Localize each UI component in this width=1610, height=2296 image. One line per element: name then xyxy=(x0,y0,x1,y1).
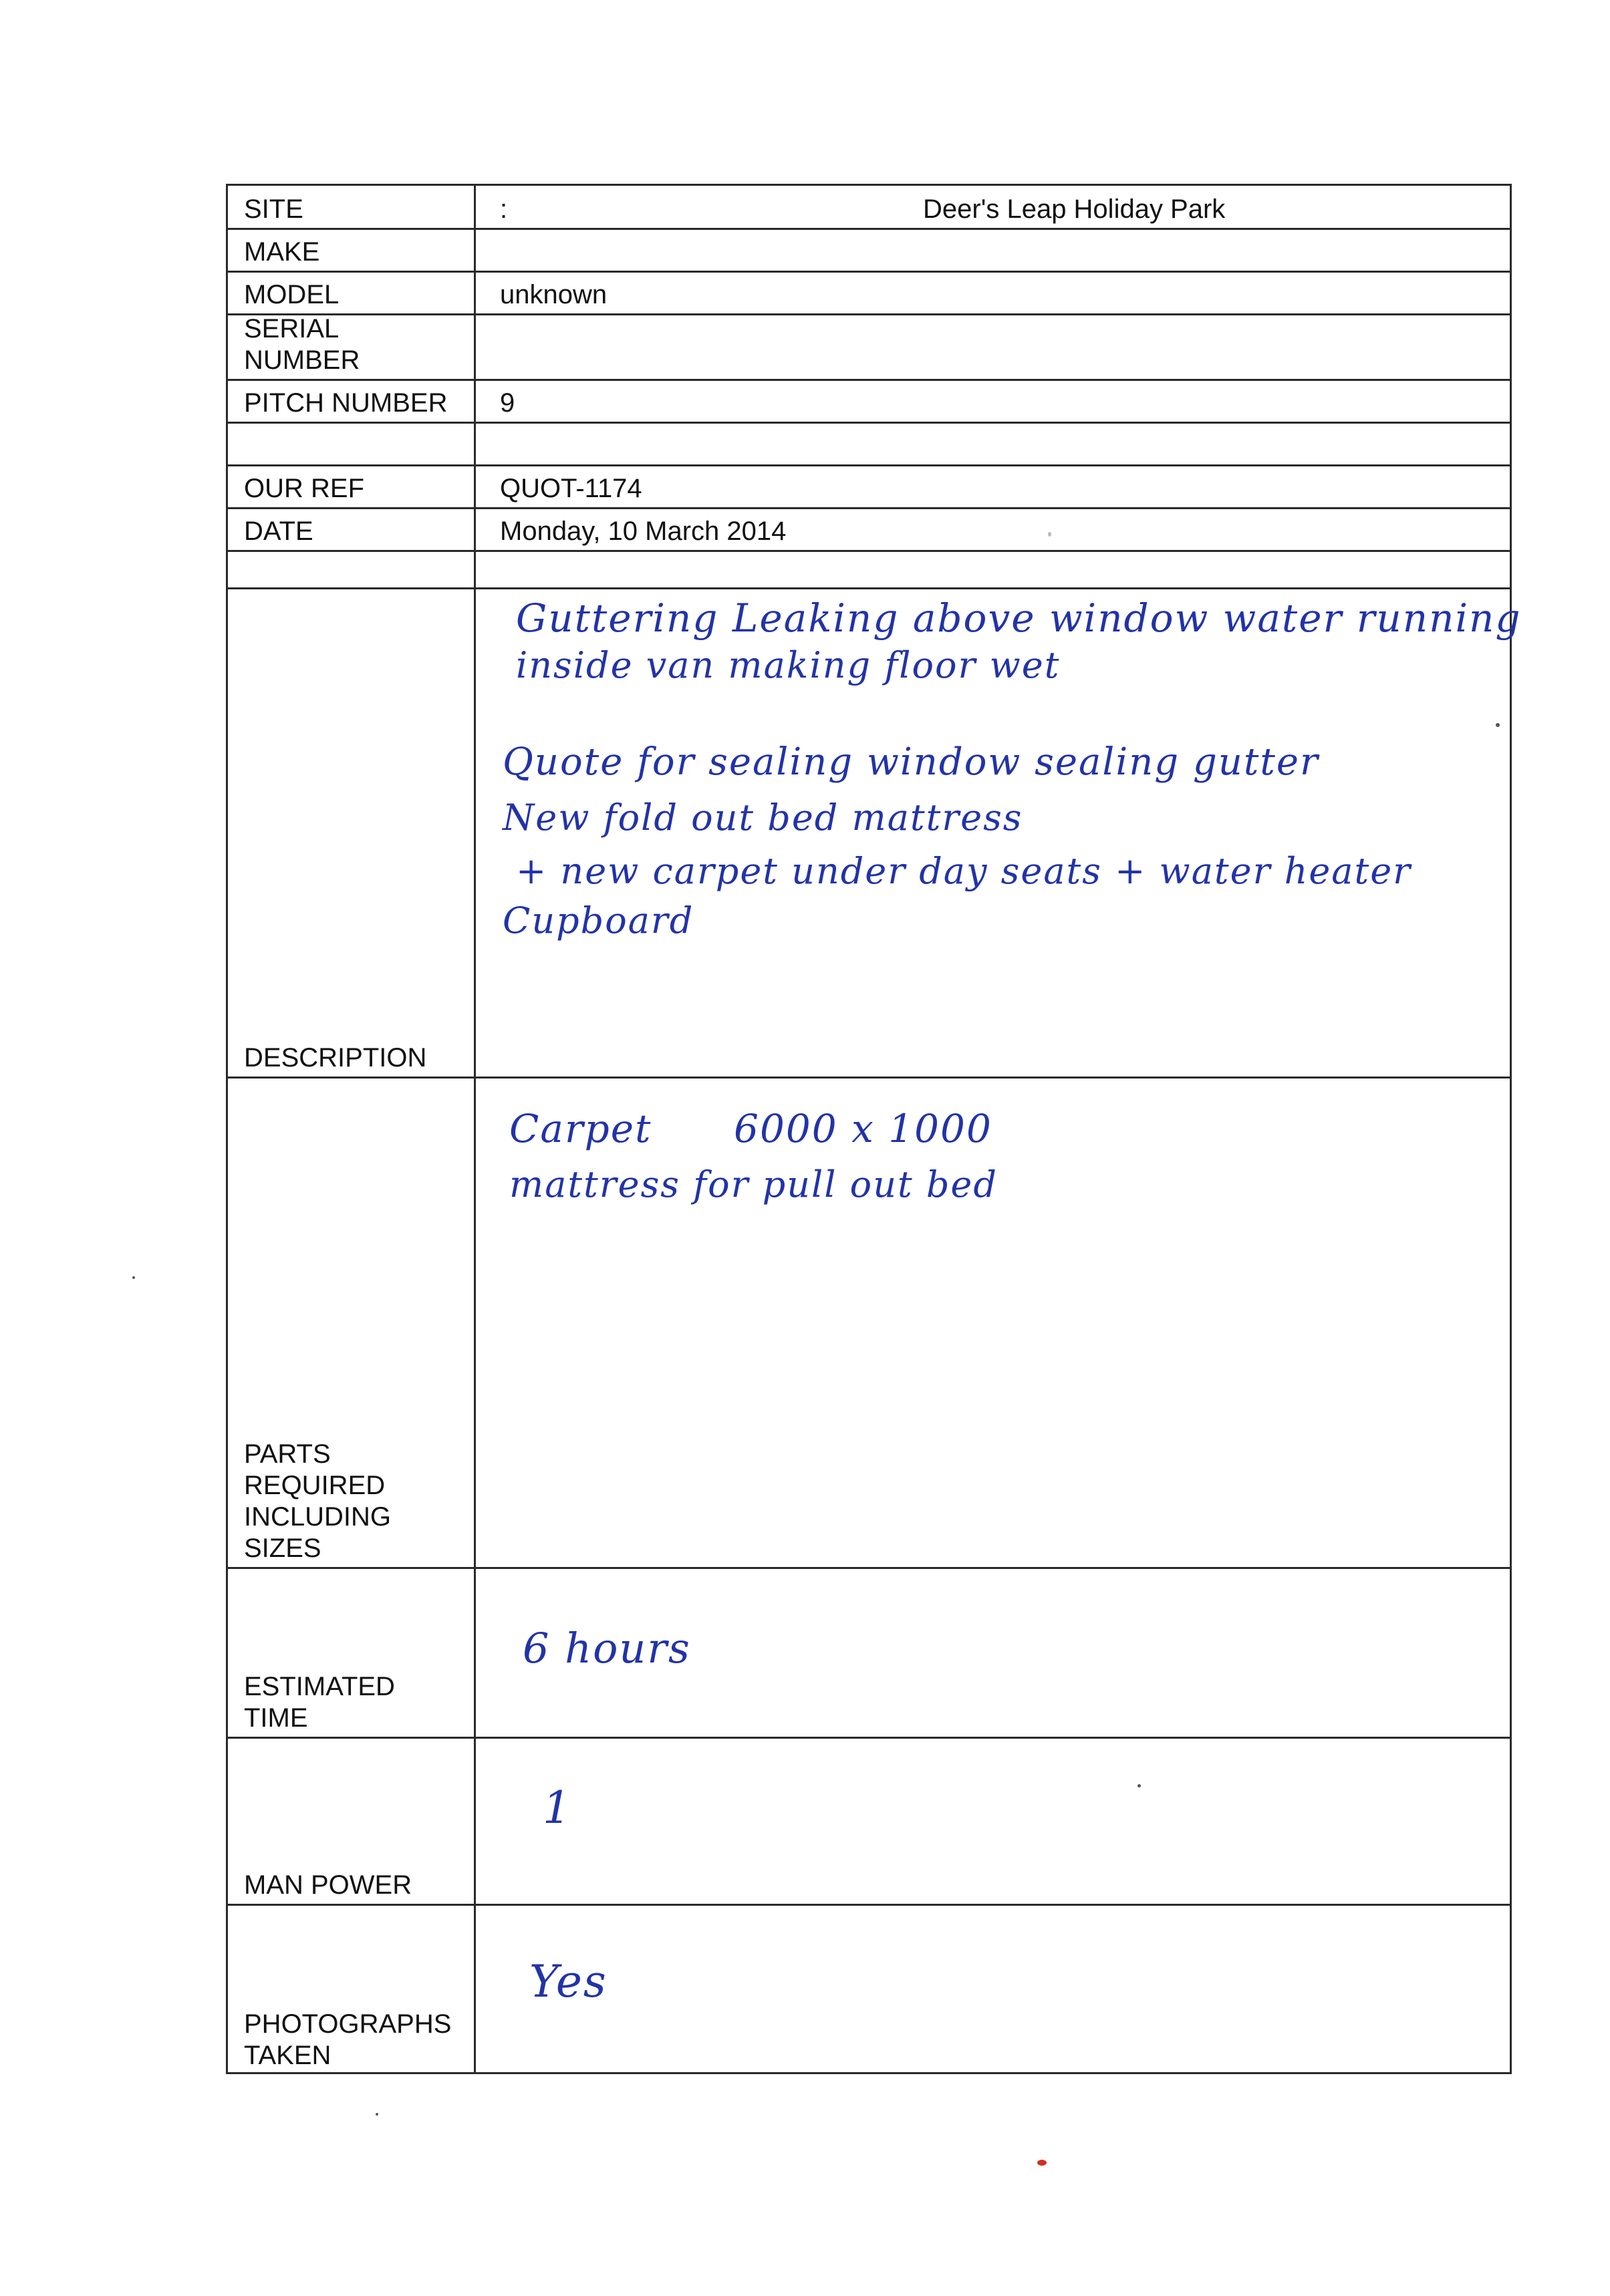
description-line-2: inside van making floor wet xyxy=(516,644,1061,686)
our-ref-value: QUOT-1174 xyxy=(500,474,642,503)
row-blank-2 xyxy=(228,552,1510,589)
pitch-number-label: PITCH NUMBER xyxy=(228,381,476,422)
man-power-label: MAN POWER xyxy=(228,1739,476,1904)
description-line-1: Guttering Leaking above window water running xyxy=(516,595,1522,641)
make-value xyxy=(476,230,1510,271)
parts-required-value xyxy=(476,1079,1510,1567)
description-line-4: New fold out bed mattress xyxy=(503,797,1023,839)
estimated-time-label: ESTIMATED TIME xyxy=(228,1569,476,1737)
photographs-taken-label: PHOTOGRAPHS TAKEN xyxy=(228,1906,476,2074)
blank-label-2 xyxy=(228,552,476,587)
serial-number-value xyxy=(476,315,1510,379)
date-value: Monday, 10 March 2014 xyxy=(500,517,787,546)
description-label: DESCRIPTION xyxy=(228,589,476,1077)
description-line-3: Quote for sealing window sealing gutter xyxy=(503,740,1319,784)
row-man-power xyxy=(228,1739,1510,1906)
date-label: DATE xyxy=(228,509,476,550)
estimated-time-value xyxy=(476,1569,1510,1737)
blank-value-2 xyxy=(476,552,1510,587)
description-line-6: Cupboard xyxy=(503,899,694,942)
photographs-handwritten: Yes xyxy=(529,1956,608,2007)
parts-required-label: PARTS REQUIRED INCLUDING SIZES xyxy=(228,1079,476,1567)
model-value: unknown xyxy=(500,280,608,309)
row-make xyxy=(228,230,1510,273)
site-colon: : xyxy=(500,194,508,224)
parts-line-2: mattress for pull out bed xyxy=(509,1163,998,1205)
row-model xyxy=(228,273,1510,315)
description-value xyxy=(476,589,1522,1077)
site-label: SITE xyxy=(228,186,476,228)
site-value-cell xyxy=(476,186,1510,228)
our-ref-label: OUR REF xyxy=(228,466,476,507)
model-label: MODEL xyxy=(228,273,476,313)
row-pitch-number xyxy=(228,381,1510,424)
row-site xyxy=(228,186,1510,230)
scan-speck xyxy=(132,1276,135,1279)
row-our-ref xyxy=(228,466,1510,509)
blank-label-1 xyxy=(228,424,476,464)
row-estimated-time xyxy=(228,1569,1510,1739)
scan-speck xyxy=(1048,532,1051,537)
scan-speck xyxy=(1137,1784,1141,1787)
row-serial-number xyxy=(228,315,1510,381)
scan-speck xyxy=(376,2113,378,2116)
photographs-taken-value xyxy=(476,1906,1510,2074)
site-value: Deer's Leap Holiday Park xyxy=(923,194,1226,224)
man-power-value xyxy=(476,1739,1510,1904)
row-blank-1 xyxy=(228,424,1510,466)
row-photographs-taken xyxy=(228,1906,1510,2074)
row-date xyxy=(228,509,1510,552)
description-line-5: + new carpet under day seats + water heater xyxy=(516,850,1412,892)
scan-speck xyxy=(1496,723,1500,727)
parts-line-1: Carpet 6000 x 1000 xyxy=(509,1106,992,1151)
job-sheet-form xyxy=(226,184,1522,2074)
estimated-time-handwritten: 6 hours xyxy=(523,1624,691,1673)
man-power-handwritten: 1 xyxy=(543,1782,572,1834)
row-parts-required xyxy=(228,1079,1510,1569)
row-description xyxy=(228,589,1522,1079)
scan-speck xyxy=(1037,2160,1047,2166)
pitch-number-value: 9 xyxy=(500,388,515,418)
serial-number-label: SERIAL NUMBER xyxy=(228,315,476,379)
blank-value-1 xyxy=(476,424,1510,464)
make-label: MAKE xyxy=(228,230,476,271)
